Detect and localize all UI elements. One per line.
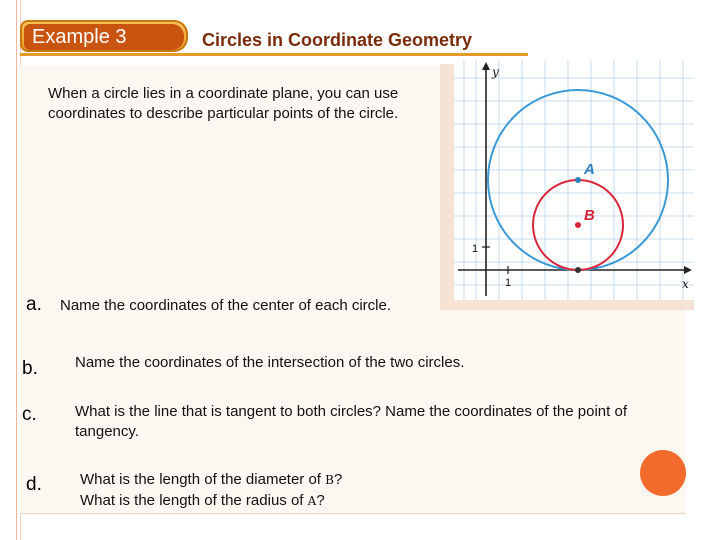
y-axis-label: y	[492, 65, 499, 79]
decorative-orange-dot	[640, 450, 686, 496]
question-d-line1	[80, 470, 480, 490]
question-c-text: What is the line that is tangent to both circles? Name the coordinates of the point of tangency.	[75, 403, 627, 440]
left-margin-rule	[16, 0, 17, 540]
title-underline	[20, 53, 528, 56]
coordinate-graph	[454, 60, 694, 300]
question-b-text: Name the coordinates of the intersection of the two circles.	[75, 354, 465, 371]
point-a-label: A	[584, 161, 595, 178]
question-c-letter: c.	[22, 404, 37, 425]
question-a-text: Name the coordinates of the center of each circle.	[60, 297, 392, 314]
circle-b-symbol: B	[325, 473, 334, 487]
point-b	[575, 222, 581, 228]
question-a-letter: a.	[26, 294, 42, 315]
question-d-line2-text: What is the length of the radius of	[80, 492, 304, 509]
x-tick-label: 1	[505, 277, 512, 289]
question-d-line1-tail: ?	[333, 471, 343, 488]
point-a	[575, 177, 581, 183]
tangent-point	[575, 267, 581, 273]
bottom-rule	[20, 513, 686, 514]
intro-text: When a circle lies in a coordinate plane, you can use coordinates to describe particular points of the circle.	[48, 85, 399, 122]
example-badge-label: Example 3	[32, 26, 127, 48]
question-b-letter: b.	[22, 358, 38, 379]
question-d-line2-tail: ?	[316, 492, 325, 509]
question-d-line1-text: What is the length of the diameter of	[80, 471, 321, 488]
page-title: Circles in Coordinate Geometry	[202, 30, 473, 50]
circle-a-symbol: A	[307, 494, 317, 508]
question-d-line2	[80, 491, 480, 511]
question-d-letter: d.	[26, 474, 42, 495]
x-axis-label: x	[682, 277, 689, 291]
point-b-label: B	[584, 207, 595, 224]
y-tick-label: 1	[472, 243, 479, 255]
